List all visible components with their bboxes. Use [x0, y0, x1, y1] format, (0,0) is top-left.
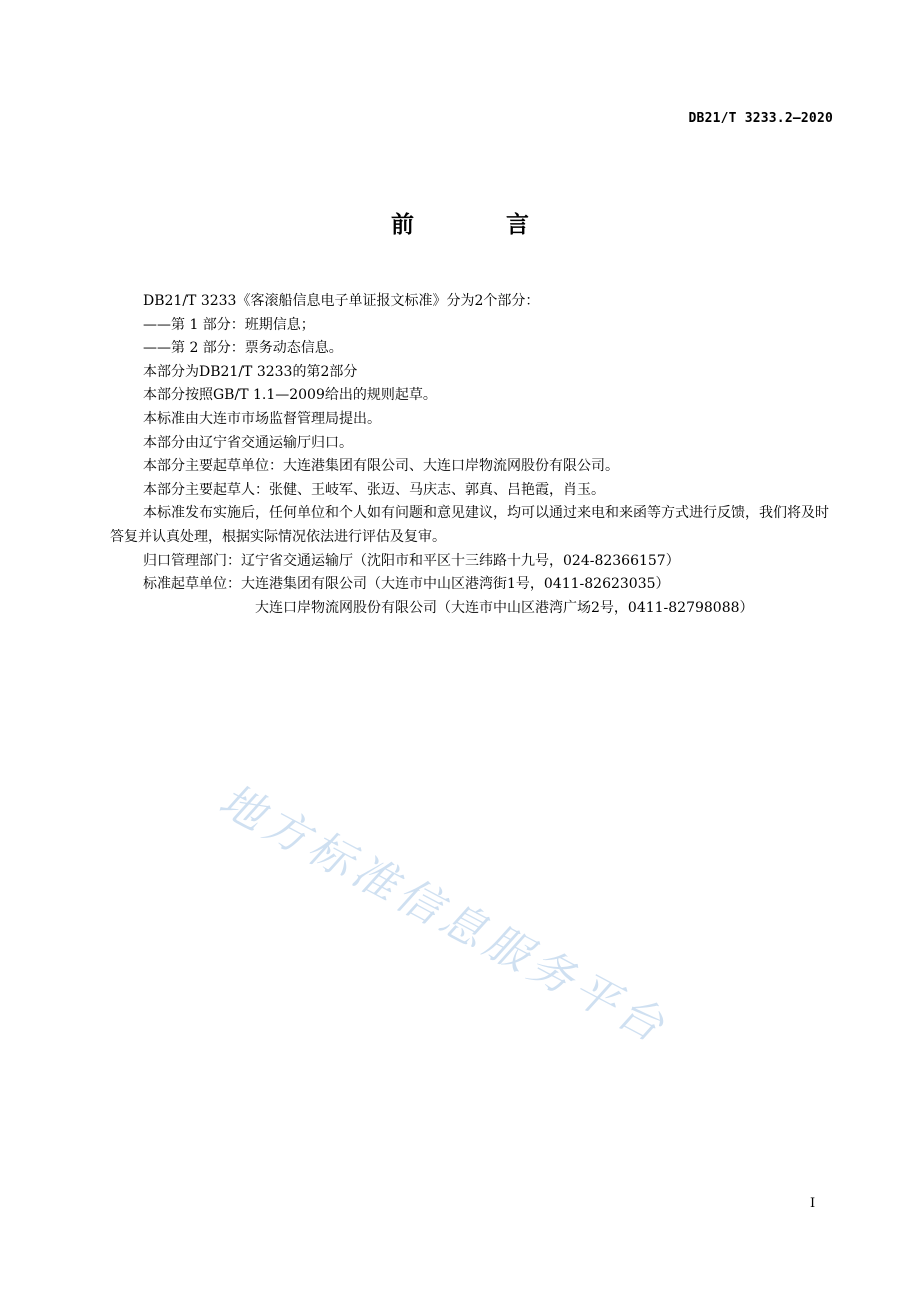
- paragraph-drafting-unit-1: 标准起草单位：大连港集团有限公司（大连市中山区港湾街1号，0411-82623035）: [143, 576, 670, 593]
- paragraph-drafting-rules: 本部分按照GB/T 1.1—2009给出的规则起草。: [143, 387, 437, 404]
- page-number: I: [810, 1196, 816, 1211]
- watermark: 地方标准信息服务平台: [210, 774, 677, 1055]
- paragraph-management-dept: 归口管理部门：辽宁省交通运输厅（沈阳市和平区十三纬路十九号，024-82366157）: [143, 552, 680, 569]
- paragraph-drafting-unit-2: 大连口岸物流网股份有限公司（大连市中山区港湾广场2号，0411-82798088）: [255, 599, 754, 616]
- paragraph-part-2: ——第 2 部分：票务动态信息。: [143, 340, 343, 357]
- paragraph-drafting-units: 本部分主要起草单位：大连港集团有限公司、大连口岸物流网股份有限公司。: [143, 458, 619, 475]
- paragraph-drafters: 本部分主要起草人：张健、王岐军、张迈、马庆志、郭真、吕艳霞，肖玉。: [143, 481, 605, 498]
- paragraph-parts-intro: DB21/T 3233《客滚船信息电子单证报文标准》分为2个部分：: [143, 293, 540, 309]
- paragraph-feedback: 本标准发布实施后，任何单位和个人如有问题和意见建议，均可以通过来电和来函等方式进行反馈，我们将及时答复并认真处理，根据实际情况依法进行评估及复审。: [110, 505, 829, 545]
- page-title: 前 言: [390, 212, 571, 238]
- foreword-body: [110, 290, 840, 620]
- paragraph-part-1: ——第 1 部分：班期信息；: [143, 316, 315, 333]
- paragraph-proposer: 本标准由大连市市场监督管理局提出。: [143, 410, 381, 427]
- paragraph-centralized-by: 本部分由辽宁省交通运输厅归口。: [143, 434, 353, 451]
- standard-code: DB21/T 3233.2—2020: [688, 111, 833, 126]
- paragraph-this-part: 本部分为DB21/T 3233的第2部分: [143, 363, 358, 380]
